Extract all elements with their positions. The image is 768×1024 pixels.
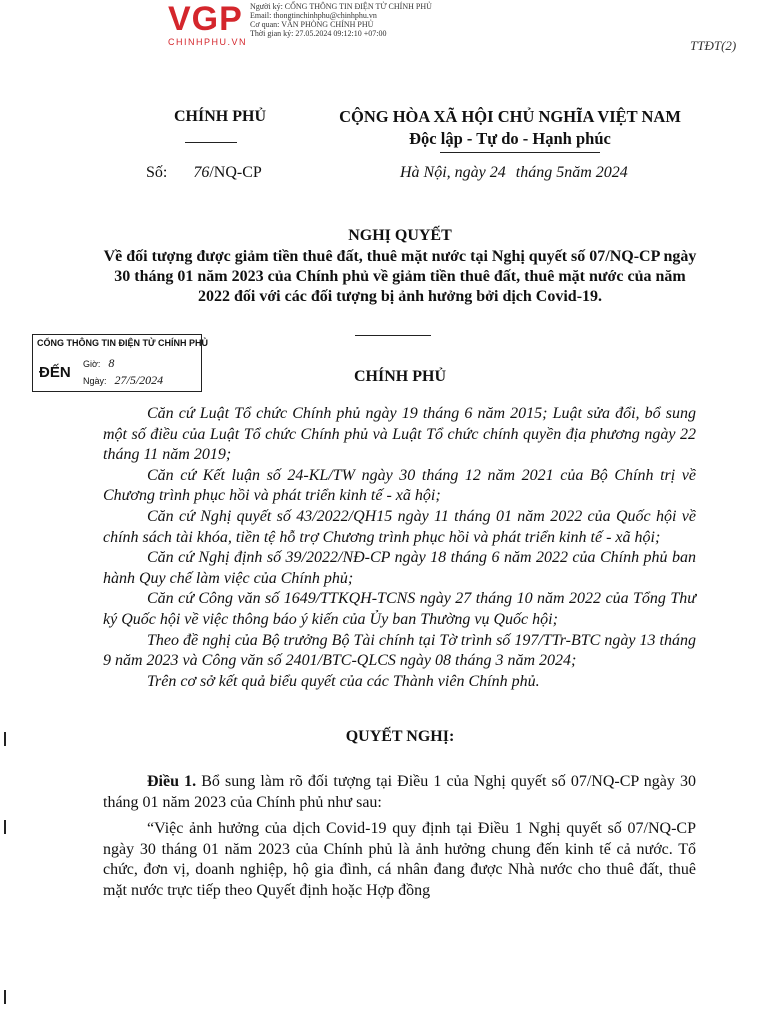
stamp-received-word: ĐẾN: [39, 364, 71, 381]
logo-subtext: CHINHPHU.VN: [168, 37, 248, 47]
signature-time: Thời gian ký: 27.05.2024 09:12:10 +07:00: [250, 29, 387, 38]
date-month: 5: [556, 164, 565, 181]
signature-email: Email: thongtinchinhphu@chinhphu.vn: [250, 11, 377, 20]
title-subject: Về đối tượng được giảm tiền thuê đất, thuê mặt nước tại Nghị quyết số 07/NQ-CP ngày 30 tháng 01 năm 2023 của Chính phủ về giảm tiền thuê đất, thuê mặt nước của năm 2022 đối với các đối tượng bị ảnh hưởng bởi dịch Covid-19.: [103, 248, 697, 305]
legal-basis-item: Căn cứ Nghị quyết số 43/2022/QH15 ngày 11 tháng 01 năm 2022 của Quốc hội về chính sách tài khóa, tiền tệ hỗ trợ Chương trình phục hồi và phát triển kinh tế - xã hội;: [103, 507, 696, 546]
date-day: 24: [489, 164, 506, 181]
stamp-hour-label: Giờ:: [83, 359, 101, 369]
article-1-quote: “Việc ảnh hưởng của dịch Covid-19 quy định tại Điều 1 Nghị quyết số 07/NQ-CP ngày 30 tháng 01 năm 2023 của Chính phủ là ảnh hưởng chung đến kinh tế cả nước. Tổ chức, đơn vị, doanh nghiệp, hộ gia đình, cá nhân đang được Nhà nước cho thuê đất, thuê mặt nước trực tiếp theo Quyết định hoặc Hợp đồng: [103, 820, 696, 899]
article-1: [103, 772, 696, 908]
title-heading: NGHỊ QUYẾT: [348, 227, 452, 244]
number-label: Số:: [146, 164, 168, 181]
date-year: năm 2024: [564, 164, 628, 181]
number-value: 76: [193, 164, 210, 181]
scan-mark: [4, 732, 6, 746]
legal-basis-item: Căn cứ Nghị định số 39/2022/NĐ-CP ngày 18 tháng 6 năm 2022 của Chính phủ ban hành Quy chế làm việc của Chính phủ;: [103, 549, 696, 587]
article-1-intro: [103, 772, 696, 813]
issuer-name: CHÍNH PHỦ: [174, 108, 266, 125]
number-suffix: /NQ-CP: [209, 164, 262, 181]
logo-text: VGP: [168, 0, 243, 38]
issuer-heading: CHÍNH PHỦ: [354, 368, 446, 385]
handwritten-margin-note: TTĐT(2): [690, 38, 737, 53]
stamp-date-value: 27/5/2024: [114, 373, 164, 387]
digital-signature-block: [250, 2, 432, 38]
legal-basis-item: Theo đề nghị của Bộ trưởng Bộ Tài chính tại Tờ trình số 197/TTr-BTC ngày 13 tháng 9 năm 2023 và Công văn số 2401/BTC-QLCS ngày 08 tháng 3 năm 2024;: [103, 631, 696, 670]
legal-basis-item: Căn cứ Kết luận số 24-KL/TW ngày 30 tháng 12 năm 2021 của Bộ Chính trị về Chương trình phục hồi và phát triển kinh tế - xã hội;: [103, 466, 696, 505]
legal-bases: [103, 404, 696, 692]
motto-underline: [440, 152, 600, 153]
signature-agency: Cơ quan: VĂN PHÒNG CHÍNH PHỦ: [250, 20, 374, 29]
article-1-label: Điều 1.: [147, 773, 197, 790]
document-number: [146, 164, 262, 182]
legal-basis-item: Trên cơ sở kết quả biểu quyết của các Thành viên Chính phủ.: [147, 672, 540, 690]
stamp-date-label: Ngày:: [83, 376, 107, 386]
legal-basis-item: Căn cứ Luật Tổ chức Chính phủ ngày 19 tháng 6 năm 2015; Luật sửa đổi, bổ sung một số điều của Luật Tổ chức Chính phủ và Luật Tổ chức chính quyền địa phương ngày 22 tháng 11 năm 2019;: [103, 405, 696, 464]
decision-heading: QUYẾT NGHỊ:: [345, 728, 455, 745]
national-motto: Độc lập - Tự do - Hạnh phúc: [409, 129, 611, 148]
month-label: tháng: [515, 164, 553, 181]
document-title: [100, 226, 700, 307]
legal-basis-item: Căn cứ Công văn số 1649/TTKQH-TCNS ngày 27 tháng 10 năm 2022 của Tổng Thư ký Quốc hội về việc thông báo ý kiến của Ủy ban Thường vụ Quốc hội;: [103, 590, 696, 628]
stamp-hour-value: 8: [108, 356, 115, 370]
place-prefix: Hà Nội, ngày: [400, 164, 486, 181]
national-heading: [325, 106, 695, 150]
issuer-underline: [185, 142, 237, 143]
stamp-organization: CỔNG THÔNG TIN ĐIỆN TỬ CHÍNH PHỦ: [37, 338, 208, 348]
place-and-date: [400, 164, 628, 182]
scan-mark: [4, 990, 6, 1004]
scan-mark: [4, 820, 6, 834]
vgp-logo: [168, 2, 247, 47]
signature-signer: Người ký: CỔNG THÔNG TIN ĐIỆN TỬ CHÍNH PHỦ: [250, 2, 432, 11]
title-underline: [355, 335, 431, 336]
article-1-text: Bổ sung làm rõ đối tượng tại Điều 1 của Nghị quyết số 07/NQ-CP ngày 30 tháng 01 năm 2023 của Chính phủ như sau:: [103, 773, 697, 811]
country-name: CỘNG HÒA XÃ HỘI CHỦ NGHĨA VIỆT NAM: [339, 107, 681, 126]
